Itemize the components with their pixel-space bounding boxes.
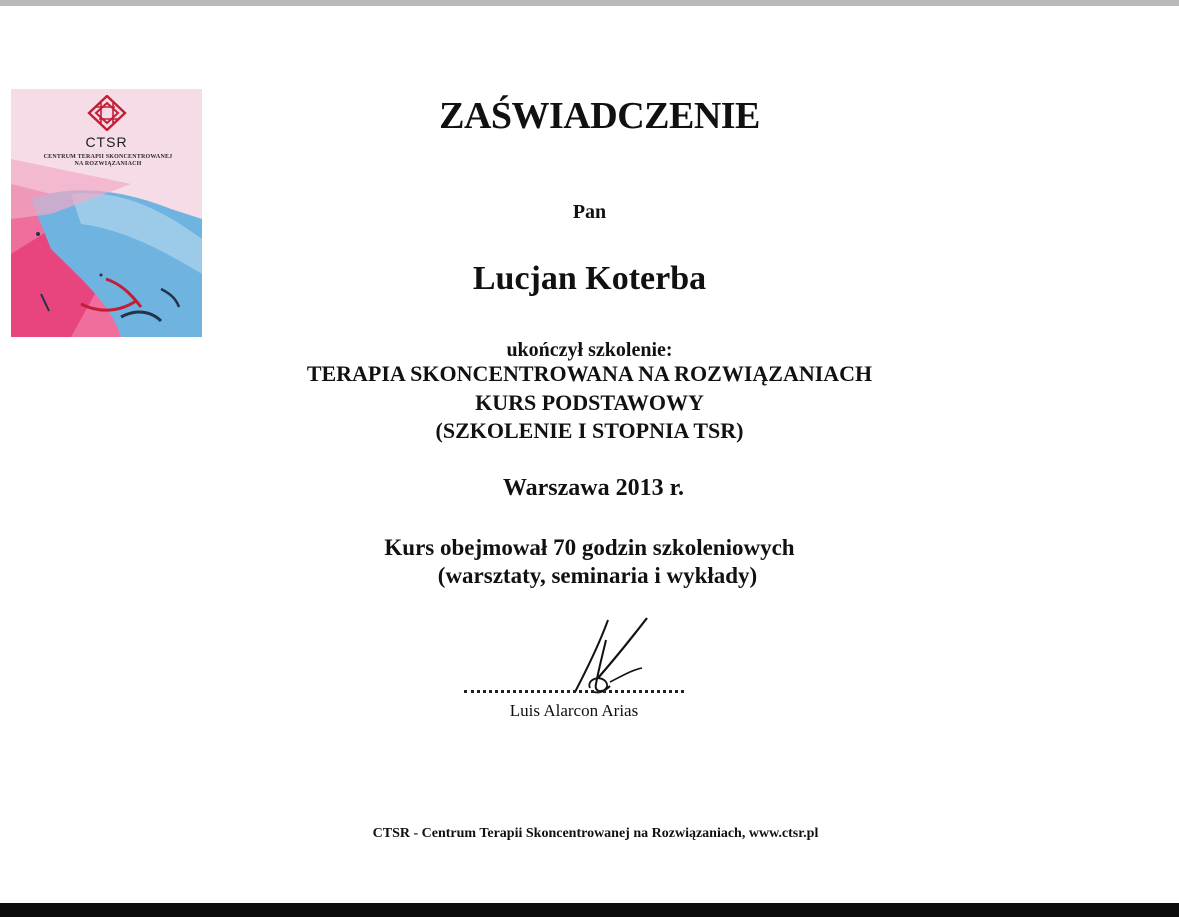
course-degree: (SZKOLENIE I STOPNIA TSR) — [435, 418, 744, 443]
salutation: Pan — [572, 201, 607, 223]
recipient-name: Lucjan Koterba — [472, 260, 707, 297]
scan-top-edge — [0, 0, 1179, 6]
place-year: Warszawa 2013 r. — [502, 475, 685, 501]
course-level: KURS PODSTAWOWY — [475, 390, 704, 415]
course-format: (warsztaty, seminaria i wykłady) — [437, 563, 758, 588]
logo-subtitle-line1: CENTRUM TERAPII SKONCENTROWANEJ — [43, 154, 173, 160]
logo-subtitle — [35, 154, 181, 168]
footer-organization: CTSR - Centrum Terapii Skoncentrowanej na Rozwiązaniach, www.ctsr.pl — [372, 826, 819, 841]
signer-name: Luis Alarcon Arias — [509, 701, 639, 720]
certificate-title: ZAŚWIADCZENIE — [439, 95, 760, 137]
course-hours: Kurs obejmował 70 godzin szkoleniowych — [384, 535, 795, 560]
completed-label: ukończył szkolenie: — [506, 339, 673, 361]
course-name: TERAPIA SKONCENTROWANA NA ROZWIĄZANIACH — [306, 361, 873, 386]
logo-name: CTSR — [85, 134, 128, 150]
scan-bottom-edge — [0, 903, 1179, 917]
signature-dotted-line — [464, 686, 684, 693]
logo-subtitle-line2: NA ROZWIĄZANIACH — [74, 161, 142, 167]
